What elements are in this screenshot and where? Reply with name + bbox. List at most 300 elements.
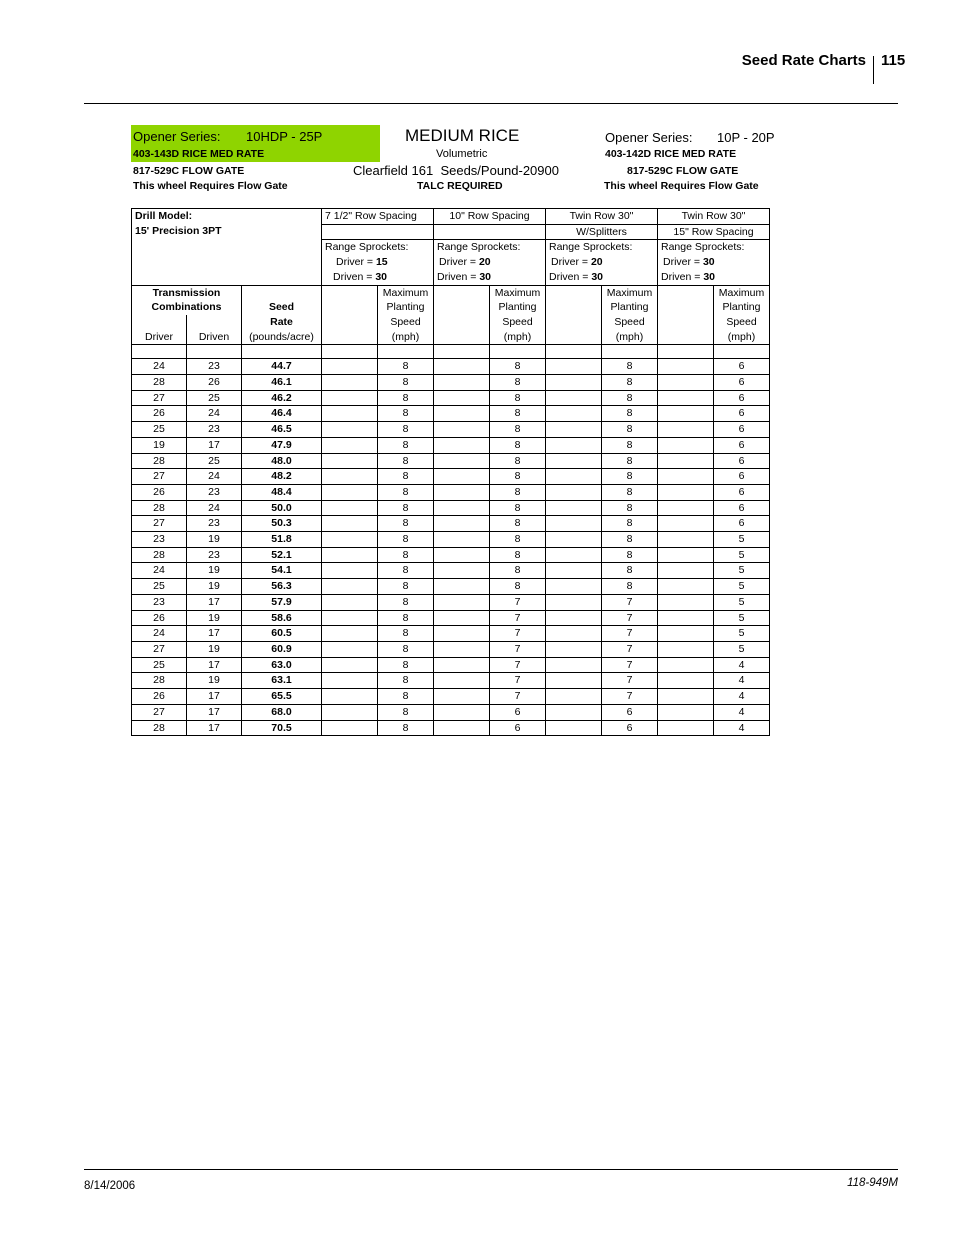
max-speed-cell: 7 — [602, 626, 658, 642]
footer-date: 8/14/2006 — [84, 1180, 136, 1192]
driver-cell: 28 — [132, 720, 187, 736]
footer-doc-number: 118-949M — [847, 1177, 898, 1189]
max-speed-cell: 8 — [490, 453, 546, 469]
max-speed-cell: 4 — [714, 689, 770, 705]
driven-cell: 19 — [187, 673, 242, 689]
driven-cell: 17 — [187, 437, 242, 453]
spacer-cell — [546, 704, 602, 720]
spacer-cell — [546, 422, 602, 438]
seed-rate-cell: 48.2 — [242, 469, 322, 485]
blank-cell — [378, 345, 434, 359]
driven-cell: 19 — [187, 563, 242, 579]
speed-spacer-0 — [322, 285, 378, 345]
max-speed-cell: 8 — [490, 532, 546, 548]
spacer-cell — [658, 689, 714, 705]
right-flow-note: This wheel Requires Flow Gate — [604, 180, 759, 192]
driver-cell: 27 — [132, 516, 187, 532]
spacer-cell — [546, 657, 602, 673]
table-row — [132, 532, 770, 548]
max-speed-cell: 7 — [602, 689, 658, 705]
max-speed-cell: 8 — [378, 610, 434, 626]
header-rule — [84, 103, 898, 104]
spacer-cell — [546, 375, 602, 391]
spacer-cell — [658, 453, 714, 469]
max-speed-cell: 5 — [714, 563, 770, 579]
spacer-cell — [322, 375, 378, 391]
driver-cell: 25 — [132, 579, 187, 595]
spacer-cell — [434, 641, 490, 657]
transmission-header-line2: Combinations — [151, 301, 222, 314]
max-speed-cell: 6 — [490, 704, 546, 720]
seed-rate-cell: 51.8 — [242, 532, 322, 548]
spacer-cell — [546, 359, 602, 375]
table-row — [132, 469, 770, 485]
spacer-cell — [322, 657, 378, 673]
spacing-subheader-3: 15" Row Spacing — [658, 224, 770, 240]
seed-rate-cell: 46.5 — [242, 422, 322, 438]
spacer-cell — [434, 657, 490, 673]
spacer-cell — [546, 484, 602, 500]
max-speed-cell: 8 — [378, 626, 434, 642]
table-row — [132, 516, 770, 532]
range-label: Range Sprockets: — [661, 241, 745, 254]
spacer-cell — [434, 689, 490, 705]
max-speed-cell: 8 — [490, 390, 546, 406]
spacer-cell — [322, 689, 378, 705]
driver-cell: 25 — [132, 422, 187, 438]
driver-cell: 24 — [132, 359, 187, 375]
spacer-cell — [322, 359, 378, 375]
spacer-cell — [434, 720, 490, 736]
max-speed-cell: 8 — [378, 641, 434, 657]
seed-rate-table — [131, 208, 770, 736]
spacer-cell — [434, 673, 490, 689]
table-row — [132, 563, 770, 579]
seed-rate-cell: 70.5 — [242, 720, 322, 736]
spacer-cell — [322, 563, 378, 579]
driver-cell: 19 — [132, 437, 187, 453]
driven-cell: 24 — [187, 500, 242, 516]
blank-cell — [714, 345, 770, 359]
driven-cell: 19 — [187, 532, 242, 548]
max-speed-cell: 7 — [602, 673, 658, 689]
table-row — [132, 704, 770, 720]
max-speed-cell: 8 — [490, 516, 546, 532]
blank-cell — [187, 345, 242, 359]
max-speed-cell: 8 — [378, 375, 434, 391]
max-speed-cell: 8 — [602, 469, 658, 485]
drill-model-spacer — [132, 240, 322, 285]
range-driven: Driven = 30 — [549, 270, 603, 283]
spacing-subheader-1 — [434, 224, 546, 240]
seed-rate-cell: 60.9 — [242, 641, 322, 657]
seed-rate-cell: 65.5 — [242, 689, 322, 705]
driven-cell: 23 — [187, 484, 242, 500]
max-speed-cell: 4 — [714, 673, 770, 689]
seed-rate-cell: 50.0 — [242, 500, 322, 516]
table-row — [132, 547, 770, 563]
spacer-cell — [322, 422, 378, 438]
spacer-cell — [434, 375, 490, 391]
max-speed-cell: 5 — [714, 579, 770, 595]
driven-cell: 17 — [187, 657, 242, 673]
seed-rate-cell: 63.0 — [242, 657, 322, 673]
max-speed-cell: 6 — [714, 500, 770, 516]
max-speed-cell: 7 — [602, 594, 658, 610]
max-speed-cell: 5 — [714, 594, 770, 610]
spacer-cell — [658, 516, 714, 532]
driver-cell: 23 — [132, 532, 187, 548]
spacer-cell — [658, 547, 714, 563]
spacer-cell — [546, 469, 602, 485]
spacer-cell — [546, 406, 602, 422]
max-speed-cell: 4 — [714, 720, 770, 736]
seed-rate-cell: 46.4 — [242, 406, 322, 422]
speed-header-0: Maximum Planting Speed (mph) — [378, 285, 434, 345]
spacer-cell — [658, 406, 714, 422]
driven-cell: 17 — [187, 689, 242, 705]
max-speed-cell: 8 — [602, 437, 658, 453]
blank-cell — [434, 345, 490, 359]
seed-variety: Clearfield 161 Seeds/Pound-20900 — [353, 163, 559, 178]
spacer-cell — [546, 500, 602, 516]
seed-rate-cell: 50.3 — [242, 516, 322, 532]
spacer-cell — [322, 406, 378, 422]
max-speed-cell: 8 — [378, 406, 434, 422]
driven-cell: 17 — [187, 594, 242, 610]
max-speed-cell: 7 — [602, 657, 658, 673]
spacer-cell — [658, 359, 714, 375]
driven-cell: 19 — [187, 579, 242, 595]
spacing-header-0: 7 1/2" Row Spacing — [322, 209, 434, 225]
spacer-cell — [658, 673, 714, 689]
spacer-cell — [434, 704, 490, 720]
table-row — [132, 641, 770, 657]
table-row — [132, 437, 770, 453]
max-speed-cell: 5 — [714, 610, 770, 626]
max-speed-cell: 8 — [378, 720, 434, 736]
driven-cell: 24 — [187, 406, 242, 422]
max-speed-cell: 8 — [378, 594, 434, 610]
seed-rate-cell: 57.9 — [242, 594, 322, 610]
table-row — [132, 453, 770, 469]
spacer-cell — [658, 657, 714, 673]
drill-model-label: Drill Model: — [135, 210, 193, 222]
max-speed-cell: 4 — [714, 704, 770, 720]
max-speed-cell: 7 — [490, 594, 546, 610]
spacer-cell — [546, 626, 602, 642]
driver-cell: 24 — [132, 626, 187, 642]
driven-cell: 25 — [187, 390, 242, 406]
left-part-number: 403-143D RICE MED RATE — [133, 148, 265, 160]
max-speed-cell: 6 — [602, 704, 658, 720]
max-speed-cell: 8 — [378, 453, 434, 469]
max-speed-cell: 8 — [378, 437, 434, 453]
range-label: Range Sprockets: — [325, 241, 409, 254]
max-speed-cell: 7 — [602, 610, 658, 626]
seed-rate-cell: 56.3 — [242, 579, 322, 595]
drill-model-cell — [132, 209, 322, 240]
max-speed-cell: 6 — [714, 437, 770, 453]
driver-cell: 27 — [132, 704, 187, 720]
seed-rate-rows — [132, 359, 770, 736]
spacer-cell — [658, 641, 714, 657]
range-driven: Driven = 30 — [661, 270, 715, 283]
driven-cell: 23 — [187, 359, 242, 375]
driver-cell: 28 — [132, 673, 187, 689]
spacer-cell — [322, 453, 378, 469]
seed-rate-cell: 58.6 — [242, 610, 322, 626]
table-row — [132, 390, 770, 406]
max-speed-cell: 8 — [490, 359, 546, 375]
seed-rate-cell: 68.0 — [242, 704, 322, 720]
left-opener-label: Opener Series: — [133, 129, 221, 144]
speed-header-1: Maximum Planting Speed (mph) — [490, 285, 546, 345]
max-speed-cell: 8 — [490, 469, 546, 485]
table-row — [132, 673, 770, 689]
max-speed-cell: 8 — [490, 484, 546, 500]
spacer-cell — [546, 594, 602, 610]
spacer-cell — [434, 390, 490, 406]
max-speed-cell: 8 — [378, 500, 434, 516]
spacer-cell — [322, 720, 378, 736]
spacer-cell — [658, 375, 714, 391]
range-driver: Driver = 15 — [336, 256, 388, 269]
max-speed-cell: 8 — [602, 516, 658, 532]
driven-cell: 23 — [187, 422, 242, 438]
max-speed-cell: 8 — [378, 532, 434, 548]
drill-model-value: 15' Precision 3PT — [135, 224, 222, 237]
max-speed-cell: 7 — [602, 641, 658, 657]
max-speed-cell: 8 — [490, 500, 546, 516]
spacer-cell — [546, 689, 602, 705]
max-speed-cell: 8 — [378, 579, 434, 595]
spacer-cell — [322, 469, 378, 485]
spacer-cell — [546, 532, 602, 548]
max-speed-cell: 8 — [378, 359, 434, 375]
spacer-cell — [546, 547, 602, 563]
seed-rate-header-line1: Seed — [268, 301, 295, 314]
spacer-cell — [658, 390, 714, 406]
seed-rate-header — [242, 285, 322, 345]
driver-cell: 26 — [132, 610, 187, 626]
max-speed-cell: 6 — [602, 720, 658, 736]
spacer-cell — [322, 626, 378, 642]
seed-rate-cell: 44.7 — [242, 359, 322, 375]
driver-cell: 26 — [132, 484, 187, 500]
seed-rate-cell: 52.1 — [242, 547, 322, 563]
spacer-cell — [322, 547, 378, 563]
left-opener-value: 10HDP - 25P — [246, 129, 323, 144]
spacer-cell — [546, 563, 602, 579]
range-sprockets-3 — [658, 240, 770, 285]
blank-cell — [242, 345, 322, 359]
blank-cell — [490, 345, 546, 359]
max-speed-cell: 8 — [490, 422, 546, 438]
spacer-cell — [434, 610, 490, 626]
table-row — [132, 594, 770, 610]
max-speed-cell: 4 — [714, 657, 770, 673]
range-driven: Driven = 30 — [333, 270, 387, 283]
spacer-cell — [658, 579, 714, 595]
table-row — [132, 689, 770, 705]
max-speed-cell: 8 — [602, 532, 658, 548]
max-speed-cell: 8 — [602, 579, 658, 595]
header-divider — [873, 56, 874, 84]
left-flow-gate: 817-529C FLOW GATE — [133, 165, 245, 177]
seed-rate-cell: 46.1 — [242, 375, 322, 391]
driver-cell: 28 — [132, 375, 187, 391]
seed-rate-cell: 48.4 — [242, 484, 322, 500]
spacer-cell — [434, 500, 490, 516]
spacer-cell — [434, 547, 490, 563]
spacer-cell — [546, 390, 602, 406]
range-driver: Driver = 20 — [551, 256, 603, 269]
spacer-cell — [658, 594, 714, 610]
seed-rate-cell: 47.9 — [242, 437, 322, 453]
max-speed-cell: 8 — [378, 547, 434, 563]
spacer-cell — [434, 422, 490, 438]
table-row — [132, 610, 770, 626]
spacer-cell — [434, 594, 490, 610]
max-speed-cell: 8 — [602, 563, 658, 579]
spacer-cell — [322, 437, 378, 453]
max-speed-cell: 7 — [490, 673, 546, 689]
driver-cell: 26 — [132, 406, 187, 422]
range-label: Range Sprockets: — [549, 241, 633, 254]
driver-cell: 27 — [132, 641, 187, 657]
table-row — [132, 375, 770, 391]
max-speed-cell: 8 — [378, 563, 434, 579]
max-speed-cell: 6 — [714, 422, 770, 438]
table-row — [132, 359, 770, 375]
driver-cell: 28 — [132, 547, 187, 563]
blank-cell — [602, 345, 658, 359]
max-speed-cell: 7 — [490, 641, 546, 657]
seed-rate-header-line3: (pounds/acre) — [249, 330, 314, 343]
max-speed-cell: 8 — [378, 673, 434, 689]
max-speed-cell: 7 — [490, 626, 546, 642]
spacer-cell — [322, 673, 378, 689]
transmission-header-line1: Transmission — [152, 286, 221, 299]
max-speed-cell: 6 — [714, 406, 770, 422]
table-row — [132, 406, 770, 422]
speed-header-2: Maximum Planting Speed (mph) — [602, 285, 658, 345]
max-speed-cell: 5 — [714, 532, 770, 548]
blank-cell — [132, 345, 187, 359]
max-speed-cell: 6 — [714, 469, 770, 485]
seed-rate-cell: 46.2 — [242, 390, 322, 406]
seed-rate-cell: 63.1 — [242, 673, 322, 689]
max-speed-cell: 8 — [378, 422, 434, 438]
speed-spacer-2 — [546, 285, 602, 345]
driven-cell: 19 — [187, 641, 242, 657]
max-speed-cell: 8 — [490, 406, 546, 422]
spacer-cell — [434, 437, 490, 453]
right-flow-gate: 817-529C FLOW GATE — [627, 165, 739, 177]
spacer-cell — [322, 390, 378, 406]
max-speed-cell: 7 — [490, 657, 546, 673]
spacer-cell — [322, 532, 378, 548]
transmission-header — [132, 285, 242, 315]
max-speed-cell: 8 — [602, 390, 658, 406]
range-sprockets-0 — [322, 240, 434, 285]
table-row — [132, 657, 770, 673]
driver-cell: 25 — [132, 657, 187, 673]
range-driver: Driver = 30 — [663, 256, 715, 269]
max-speed-cell: 6 — [714, 375, 770, 391]
driver-cell: 28 — [132, 500, 187, 516]
section-title: Seed Rate Charts — [741, 52, 866, 69]
max-speed-cell: 6 — [714, 359, 770, 375]
table-row — [132, 500, 770, 516]
table-row — [132, 579, 770, 595]
spacer-cell — [546, 641, 602, 657]
range-sprockets-2 — [546, 240, 658, 285]
spacer-cell — [322, 704, 378, 720]
spacer-cell — [658, 720, 714, 736]
spacer-cell — [658, 500, 714, 516]
spacing-subheader-2: W/Splitters — [546, 224, 658, 240]
spacer-cell — [434, 532, 490, 548]
seed-rate-cell: 54.1 — [242, 563, 322, 579]
spacing-header-1: 10" Row Spacing — [434, 209, 546, 225]
spacer-cell — [434, 516, 490, 532]
footer-rule — [84, 1169, 898, 1170]
range-driver: Driver = 20 — [439, 256, 491, 269]
spacer-cell — [434, 563, 490, 579]
spacer-cell — [658, 610, 714, 626]
spacer-cell — [434, 359, 490, 375]
talc-note: TALC REQUIRED — [417, 180, 503, 192]
max-speed-cell: 8 — [602, 547, 658, 563]
driven-cell: 17 — [187, 626, 242, 642]
spacer-cell — [546, 516, 602, 532]
spacer-cell — [546, 453, 602, 469]
spacer-cell — [434, 626, 490, 642]
blank-cell — [546, 345, 602, 359]
driver-cell: 28 — [132, 453, 187, 469]
spacer-cell — [434, 453, 490, 469]
driver-cell: 24 — [132, 563, 187, 579]
spacer-cell — [658, 422, 714, 438]
spacer-cell — [658, 626, 714, 642]
max-speed-cell: 6 — [714, 484, 770, 500]
spacer-cell — [322, 500, 378, 516]
driven-cell: 19 — [187, 610, 242, 626]
spacer-cell — [322, 594, 378, 610]
max-speed-cell: 8 — [602, 453, 658, 469]
table-row — [132, 720, 770, 736]
spacer-cell — [434, 484, 490, 500]
max-speed-cell: 8 — [378, 469, 434, 485]
spacer-cell — [658, 532, 714, 548]
spacer-cell — [546, 437, 602, 453]
driver-cell: 27 — [132, 469, 187, 485]
spacer-cell — [322, 610, 378, 626]
max-speed-cell: 7 — [490, 689, 546, 705]
max-speed-cell: 8 — [490, 563, 546, 579]
max-speed-cell: 8 — [602, 422, 658, 438]
driven-cell: 23 — [187, 516, 242, 532]
driven-cell: 17 — [187, 720, 242, 736]
spacer-cell — [322, 484, 378, 500]
driven-header: Driven — [187, 315, 242, 345]
spacer-cell — [546, 579, 602, 595]
chart-title: MEDIUM RICE — [405, 126, 520, 145]
max-speed-cell: 8 — [378, 689, 434, 705]
table-row — [132, 626, 770, 642]
